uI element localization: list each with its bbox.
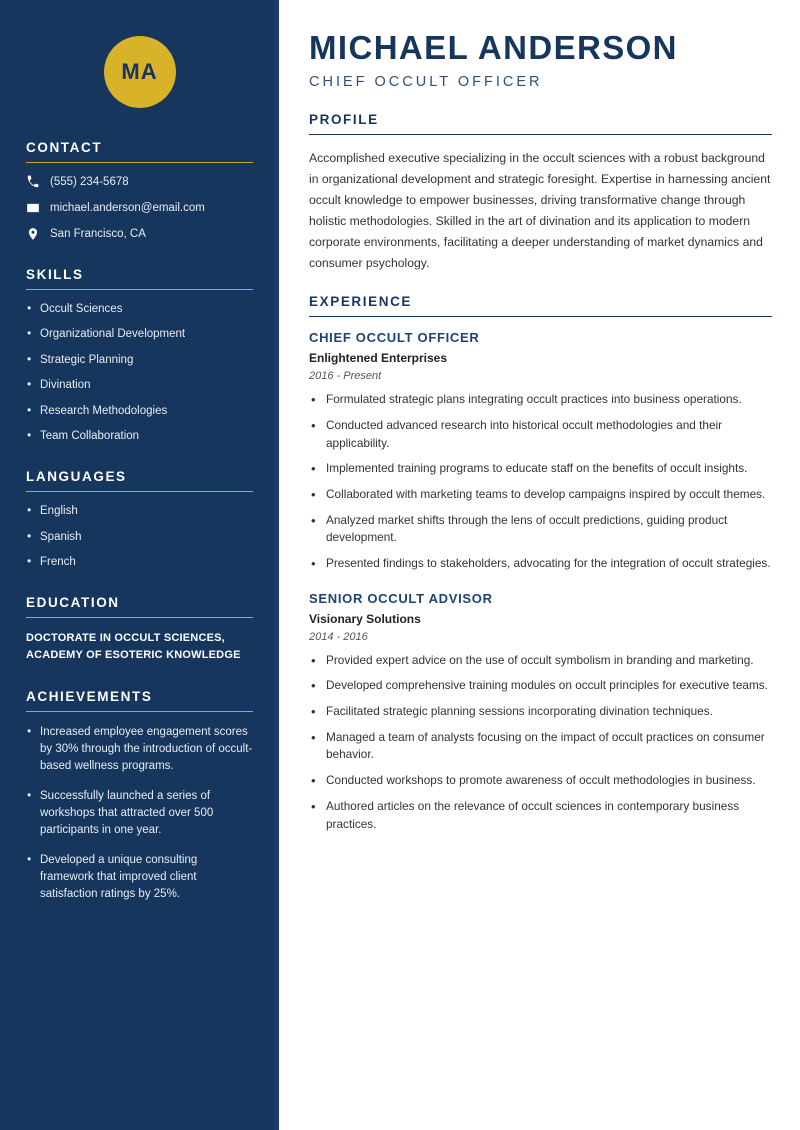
list-item: • Team Collaboration [26,429,253,443]
sidebar [0,0,279,1130]
page-title: MICHAEL ANDERSON [309,29,678,66]
list-item: • Formulated strategic plans integrating occult practices into business operations. [309,391,772,409]
list-item: • Managed a team of analysts focusing on the impact of occult practices on consumer behavior. [309,729,772,764]
location-pin-icon [26,227,40,241]
experience-section-title: EXPERIENCE [309,294,772,317]
contact-location-value: San Francisco, CA [50,228,146,240]
list-item: • Developed a unique consulting framework that improved client satisfaction ratings by 25%. [26,852,253,902]
experience-entry [309,591,772,834]
experience-dates: 2016 - Present [309,370,382,383]
list-item: • Increased employee engagement scores by 30% through the introduction of occult-based wellness programs. [26,724,253,774]
list-item: • Conducted advanced research into historical occult methodologies and their applicability. [309,417,772,452]
profile-section [309,112,772,274]
list-item: • Strategic Planning [26,353,253,367]
education-section [26,595,253,663]
languages-section-title: LANGUAGES [26,469,253,492]
phone-icon [26,175,40,189]
experience-bullet-list [309,652,772,834]
contact-section-title: CONTACT [26,140,253,163]
list-item: • English [26,504,253,518]
list-item: • Spanish [26,530,253,544]
experience-title: CHIEF OCCULT OFFICER [309,330,480,346]
list-item: • Presented findings to stakeholders, advocating for the integration of occult strategies. [309,555,772,573]
contact-section [26,140,253,241]
email-icon [26,201,40,215]
list-item: • Authored articles on the relevance of occult sciences in contemporary business practices. [309,798,772,833]
experience-bullet-list [309,391,772,573]
avatar: MA [104,36,176,108]
languages-section [26,469,253,569]
languages-list [26,504,253,569]
achievements-list [26,724,253,902]
profile-section-title: PROFILE [309,112,772,135]
avatar-container [26,0,253,140]
job-role-subtitle: CHIEF OCCULT OFFICER [309,74,543,91]
list-item: • French [26,555,253,569]
list-item: • Collaborated with marketing teams to develop campaigns inspired by occult themes. [309,486,772,504]
contact-phone-row[interactable] [26,175,253,189]
profile-text: Accomplished executive specializing in the occult sciences with a robust background in organizational development and strategic foresight. Expertise in harnessing ancient occult knowledge to empower businesses, driving transformative change through holistic methodologies. Skilled in the art of divination and its application to modern corporate environments, facilitating a deeper understanding of market dynamics and consumer psychology. [309,151,771,271]
list-item: • Research Methodologies [26,404,253,418]
skills-section-title: SKILLS [26,267,253,290]
experience-title: SENIOR OCCULT ADVISOR [309,590,493,606]
achievements-section-title: ACHIEVEMENTS [26,689,253,712]
list-item: • Divination [26,378,253,392]
contact-email-value: michael.anderson@email.com [50,202,205,214]
list-item: • Implemented training programs to educate staff on the benefits of occult insights. [309,460,772,478]
experience-company: Enlightened Enterprises [309,351,448,366]
contact-phone-value: (555) 234-5678 [50,176,129,188]
experience-section [309,294,772,833]
contact-location-row[interactable] [26,227,253,241]
list-item: • Provided expert advice on the use of occult symbolism in branding and marketing. [309,652,772,670]
experience-company: Visionary Solutions [309,611,421,626]
education-section-title: EDUCATION [26,595,253,618]
list-item: • Occult Sciences [26,302,253,316]
list-item: • Successfully launched a series of workshops that attracted over 500 participants in one year. [26,788,253,838]
list-item: • Facilitated strategic planning sessions incorporating divination techniques. [309,703,772,721]
skills-section [26,267,253,443]
contact-email-row[interactable] [26,201,253,215]
experience-entry [309,330,772,573]
list-item: • Organizational Development [26,327,253,341]
list-item: • Conducted workshops to promote awareness of occult methodologies in business. [309,772,772,790]
experience-dates: 2014 - 2016 [309,630,368,643]
main-content [279,0,800,1130]
skills-list [26,302,253,443]
education-entry: DOCTORATE IN OCCULT SCIENCES, ACADEMY OF ESOTERIC KNOWLEDGE [26,632,241,661]
achievements-section [26,689,253,902]
list-item: • Developed comprehensive training modules on occult principles for executive teams. [309,677,772,695]
list-item: • Analyzed market shifts through the lens of occult predictions, guiding product development. [309,512,772,547]
